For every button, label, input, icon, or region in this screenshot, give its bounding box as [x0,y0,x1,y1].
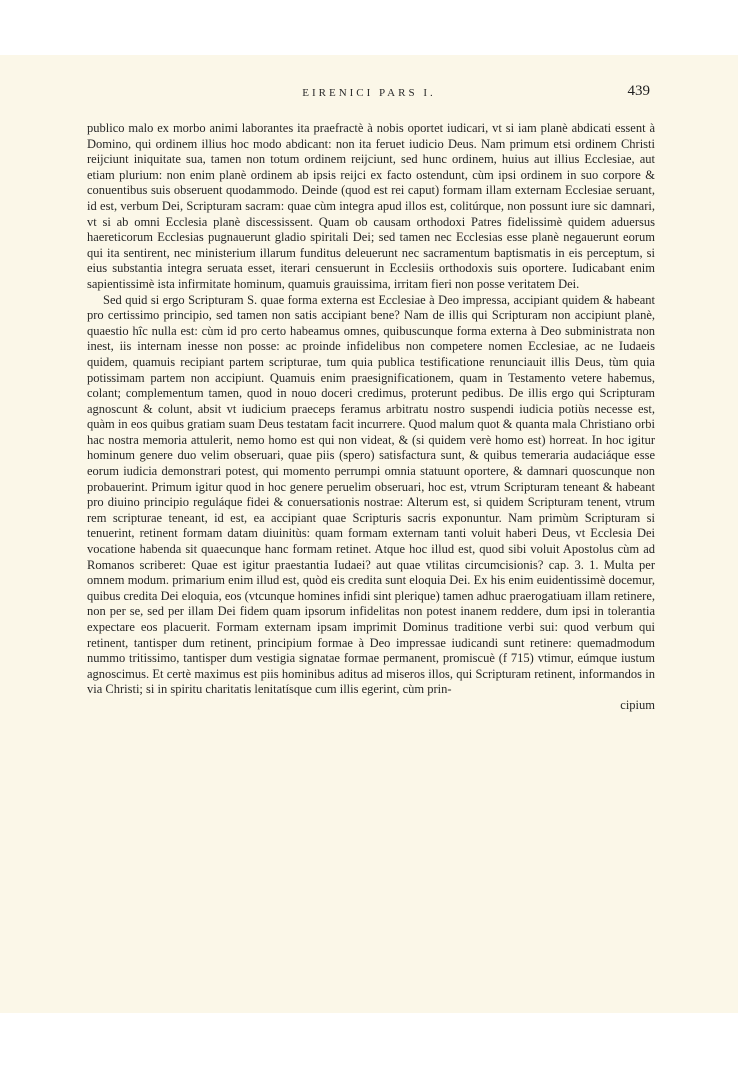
catchword: cipium [620,697,655,712]
running-head: EIRENICI PARS I. [302,87,436,99]
page-number: 439 [627,83,650,99]
body-text [87,121,655,714]
book-page [0,55,738,1013]
paragraph-1: publico malo ex morbo animi laborantes ita praefractè à nobis oportet iudicari, vt si iam planè abdicati essent à Domino, qui ordinem illius hoc modo abdicant: non ita feruet iudicio Deus. Nam primum etsi ordinem Christi reijciunt iniquitate sua, tamen non totum ordinem reijciunt, sed hunc ordinem, huius aut illius Ecclesiae, aut etiam plurium: non enim planè ordinem ab ipsis reijci ex facto ostendunt, cùm ipsi ordinem in suo corpore & conuentibus suis obseruent quodammodo. Deinde (quod est rei caput) formam illam externam Ecclesiae seruant, id est, verbum Dei, Scripturam sacram: quae cùm integra apud illos est, colitúrque, non possunt iure sic damnari, vt si ab omni Ecclesia planè discessissent. Quam ob causam orthodoxi Patres fidelissimè quidem aduersus haereticorum Ecclesias pugnauerunt gladio spiritali Dei; sed tamen nec Ecclesias esse planè negauerunt eorum qui ita sentirent, nec ministerium illarum funditus deleuerunt nec sacramentum baptismatis in eis perceptum, si eius substantia integra seruata esset, iterari censuerunt in Ecclesiis orthodoxis suis oportere. Iudicabant enim sapientissimè ista infirmitate hominum, quamuis grauissima, irritam fieri non posse veritatem Dei. [87,121,655,291]
paragraph-2: Sed quid si ergo Scripturam S. quae forma externa est Ecclesiae à Deo impressa, accipiant quidem & habeant pro certissimo principio, sed tamen non satis accipiant bene? Nam de illis qui Scripturam non accipiunt planè, quaestio hîc nulla est: cùm id pro certo habeamus omnes, quibuscunque forma externa à Deo subministrata non inest, iis internam inesse non posse: ac proinde infidelibus non competere nomen Ecclesiae, ac ne Iudaeis quidem, quamuis recipiant partem scripturae, tum quia publica testificatione renunciauit illis Deus, tùm quia potissimam partem non accipiunt. Quamuis enim praesignificationem, quam in Testamento vetere habemus, colant; complementum tamen, quod in nouo doceri credimus, proterunt pedibus. De illis ergo qui Scripturam agnoscunt & colunt, absit vt iudicium praeceps feramus arbitratu nostro suspendi iudicia potiùs necesse est, quàm in eos quibus gratiam suam Deus testatam facit incurrere. Quod malum quot & quanta mala Christiano orbi hac nostra memoria attulerit, nemo homo est qui non videat, & (si quidem verè homo est) horreat. In hoc igitur hominum genere duo velim obseruari, quae piis (spero) satisfactura sunt, & quibus temeraria audaciáque esse eorum iudicia demonstrari potest, qui momento perrumpi omnia statuunt oportere, & damnari quoscunque non probauerint. Primum igitur quod in hoc genere peruelim obseruari, hoc est, vtrum Scripturam teneant & habeant pro diuino principio reguláque fidei & conuersationis nostrae: Alterum est, si quidem Scripturam tenent, vtrum rem scripturae teneant, id est, ea accipiant quae Scripturis sacris exponuntur. Nam primùm Scripturam si tenuerint, retinent formam datam diuinitùs: quam formam externam tanti voluit haberi Deus, vt Ecclesia Dei vocatione habenda sit quaecunque hanc formam retinet. Atque hoc illud est, quod sibi voluit Apostolus cùm ad Romanos scriberet: Quae est igitur praestantia Iudaei? aut quae vtilitas circumcisionis? cap. 3. 1. Multa per omnem modum. primarium enim illud est, quòd eis credita sunt eloquia Dei. Ex his enim euidentissimè docemur, quibus credita Dei eloquia, eos (vtcunque homines infidi sint plerique) tamen adhuc praerogatiuam illam retinere, non per se, sed per illam Dei fidem quam ipsorum infidelitas non potest inanem reddere, dum ipsi in tolerantia expectare eos placuerit. Formam externam ipsam imprimit Dominus traditione verbi sui: quod verbum qui retinent, tantisper dum retinent, principium formae à Deo impressae iudicandi sunt retinere: quemadmodum nummo tritissimo, tantisper dum vestigia signatae formae permanent, promiscuè (f 715) vtimur, eúmque iustum agnoscimus. Et certè maximus est piis hominibus aditus ad miseros illos, qui Scripturam retinent, informandos in via Christi; si in spiritu charitatis lenitatísque cum illis egerint, cùm prin- [87,292,655,697]
page-header [0,83,738,107]
